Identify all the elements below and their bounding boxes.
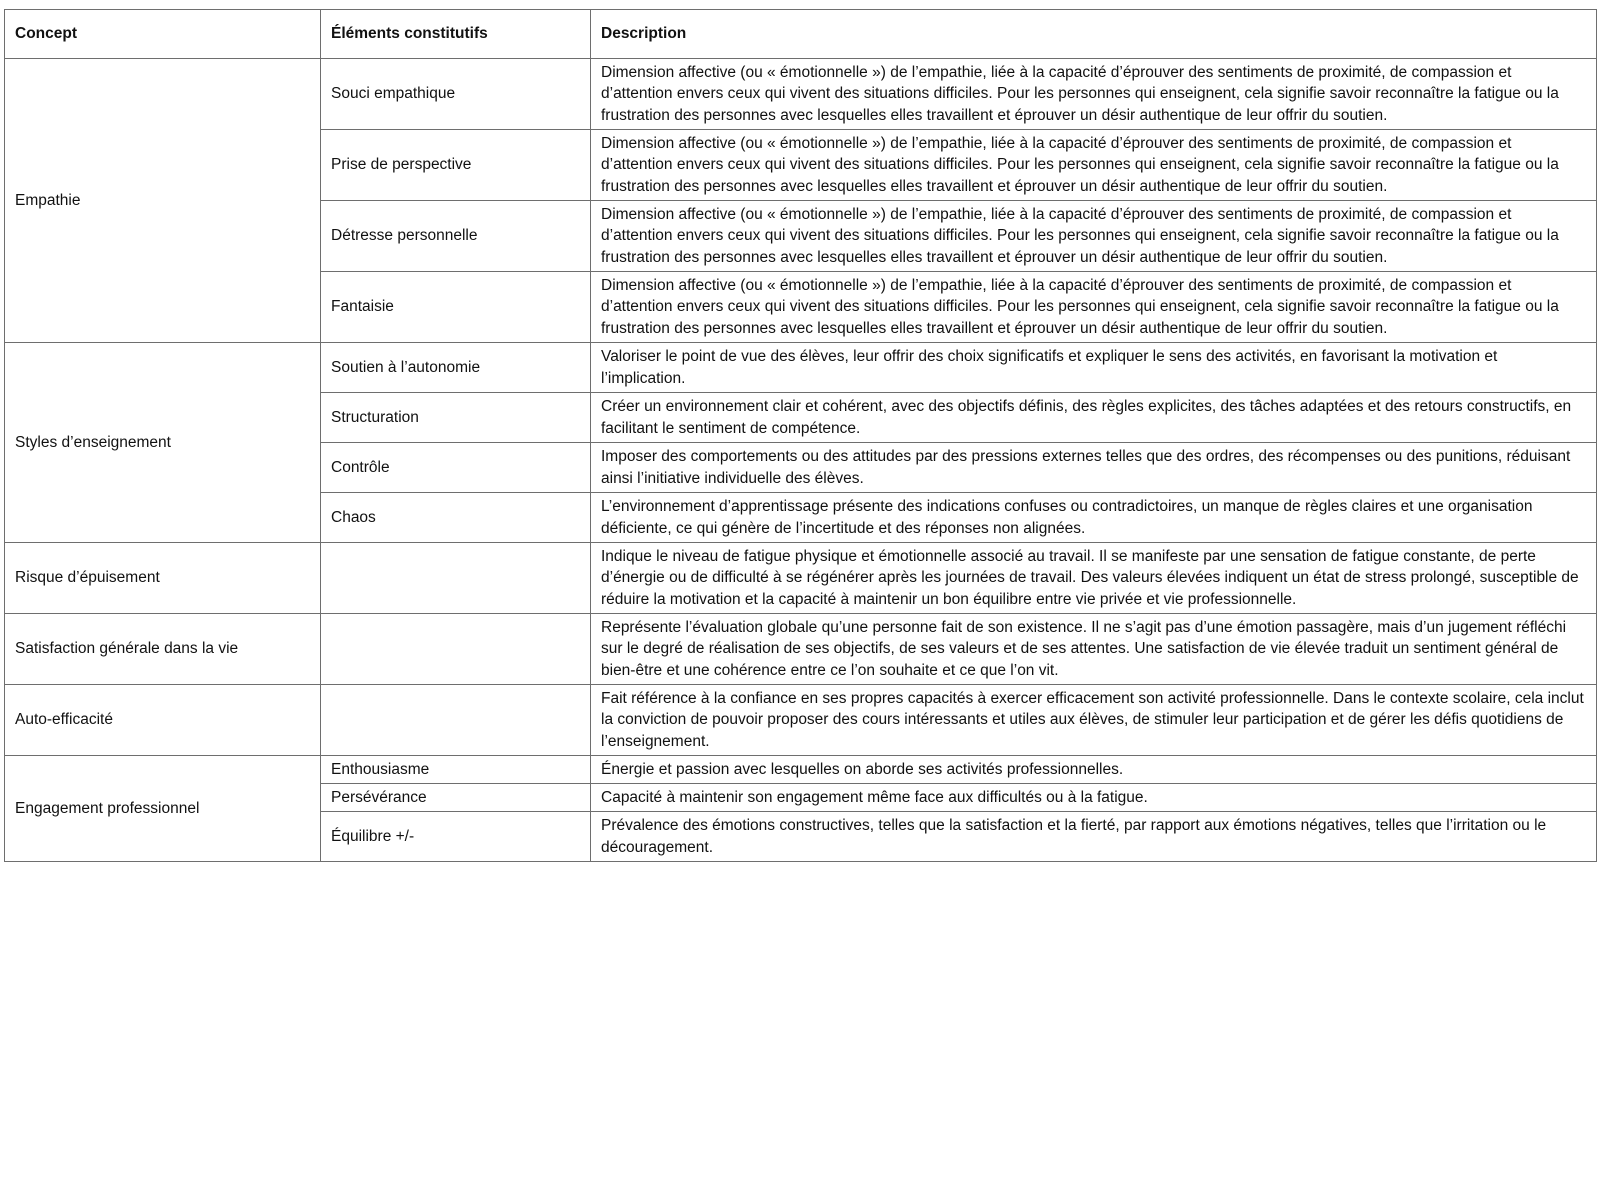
element-cell: Contrôle — [321, 443, 591, 493]
table-row — [5, 543, 1597, 614]
description-cell: Fait référence à la confiance en ses propres capacités à exercer efficacement son activité professionnelle. Dans le contexte scolaire, cela inclut la conviction de pouvoir proposer des cours intéressants et utiles aux élèves, de stimuler leur participation et de gérer les défis quotidiens de l’enseignement. — [591, 685, 1597, 756]
table-row — [5, 685, 1597, 756]
description-cell: Indique le niveau de fatigue physique et émotionnelle associé au travail. Il se manifeste par une sensation de fatigue constante, de perte d’énergie ou de difficulté à se régénérer après les journées de travail. Des valeurs élevées indiquent un état de stress prolongé, susceptible de réduire la motivation et la capacité à maintenir un bon équilibre entre vie privée et vie professionnelle. — [591, 543, 1597, 614]
element-cell: Équilibre +/- — [321, 812, 591, 862]
element-cell: Souci empathique — [321, 59, 591, 130]
concept-cell-auto-efficacite: Auto-efficacité — [5, 685, 321, 756]
description-cell: Prévalence des émotions constructives, telles que la satisfaction et la fierté, par rapport aux émotions négatives, telles que l’irritation ou le découragement. — [591, 812, 1597, 862]
concept-cell-satisfaction: Satisfaction générale dans la vie — [5, 614, 321, 685]
element-cell: Persévérance — [321, 784, 591, 812]
element-cell-empty — [321, 614, 591, 685]
description-cell: Dimension affective (ou « émotionnelle ») de l’empathie, liée à la capacité d’éprouver des sentiments de proximité, de compassion et d’attention envers ceux qui vivent des situations difficiles. Pour les personnes qui enseignent, cela signifie savoir reconnaître la fatigue ou la frustration des personnes avec lesquelles elles travaillent et éprouver un désir authentique de leur offrir du soutien. — [591, 59, 1597, 130]
description-cell: Représente l’évaluation globale qu’une personne fait de son existence. Il ne s’agit pas d’une émotion passagère, mais d’un jugement réfléchi sur le degré de réalisation de ses objectifs, de ses valeurs et de ses attentes. Une satisfaction de vie élevée traduit un sentiment général de bien-être et une cohérence entre ce l’on souhaite et ce que l’on vit. — [591, 614, 1597, 685]
description-cell: Capacité à maintenir son engagement même face aux difficultés ou à la fatigue. — [591, 784, 1597, 812]
description-cell: Dimension affective (ou « émotionnelle ») de l’empathie, liée à la capacité d’éprouver des sentiments de proximité, de compassion et d’attention envers ceux qui vivent des situations difficiles. Pour les personnes qui enseignent, cela signifie savoir reconnaître la fatigue ou la frustration des personnes avec lesquelles elles travaillent et éprouver un désir authentique de leur offrir du soutien. — [591, 272, 1597, 343]
header-concept: Concept — [5, 10, 321, 59]
element-cell-empty — [321, 685, 591, 756]
table-row — [5, 614, 1597, 685]
header-description: Description — [591, 10, 1597, 59]
concept-cell-risque: Risque d’épuisement — [5, 543, 321, 614]
description-cell: Créer un environnement clair et cohérent, avec des objectifs définis, des règles explicites, des tâches adaptées et des retours constructifs, en facilitant le sentiment de compétence. — [591, 393, 1597, 443]
element-cell: Soutien à l’autonomie — [321, 343, 591, 393]
header-row — [5, 10, 1597, 59]
header-elements: Éléments constitutifs — [321, 10, 591, 59]
table-row — [5, 756, 1597, 784]
table-row — [5, 343, 1597, 393]
table-row — [5, 59, 1597, 130]
element-cell: Enthousiasme — [321, 756, 591, 784]
description-cell: L’environnement d’apprentissage présente des indications confuses ou contradictoires, un manque de règles claires et une organisation déficiente, ce qui génère de l’incertitude et des réponses non alignées. — [591, 493, 1597, 543]
concept-cell-styles: Styles d’enseignement — [5, 343, 321, 543]
concept-cell-empathie: Empathie — [5, 59, 321, 343]
element-cell: Fantaisie — [321, 272, 591, 343]
element-cell: Chaos — [321, 493, 591, 543]
description-cell: Valoriser le point de vue des élèves, leur offrir des choix significatifs et expliquer le sens des activités, en favorisant la motivation et l’implication. — [591, 343, 1597, 393]
description-cell: Dimension affective (ou « émotionnelle ») de l’empathie, liée à la capacité d’éprouver des sentiments de proximité, de compassion et d’attention envers ceux qui vivent des situations difficiles. Pour les personnes qui enseignent, cela signifie savoir reconnaître la fatigue ou la frustration des personnes avec lesquelles elles travaillent et éprouver un désir authentique de leur offrir du soutien. — [591, 130, 1597, 201]
element-cell: Détresse personnelle — [321, 201, 591, 272]
element-cell-empty — [321, 543, 591, 614]
element-cell: Structuration — [321, 393, 591, 443]
concepts-table — [4, 9, 1597, 862]
description-cell: Énergie et passion avec lesquelles on aborde ses activités professionnelles. — [591, 756, 1597, 784]
element-cell: Prise de perspective — [321, 130, 591, 201]
description-cell: Imposer des comportements ou des attitudes par des pressions externes telles que des ordres, des récompenses ou des punitions, réduisant ainsi l’initiative individuelle des élèves. — [591, 443, 1597, 493]
description-cell: Dimension affective (ou « émotionnelle ») de l’empathie, liée à la capacité d’éprouver des sentiments de proximité, de compassion et d’attention envers ceux qui vivent des situations difficiles. Pour les personnes qui enseignent, cela signifie savoir reconnaître la fatigue ou la frustration des personnes avec lesquelles elles travaillent et éprouver un désir authentique de leur offrir du soutien. — [591, 201, 1597, 272]
concept-cell-engagement: Engagement professionnel — [5, 756, 321, 862]
